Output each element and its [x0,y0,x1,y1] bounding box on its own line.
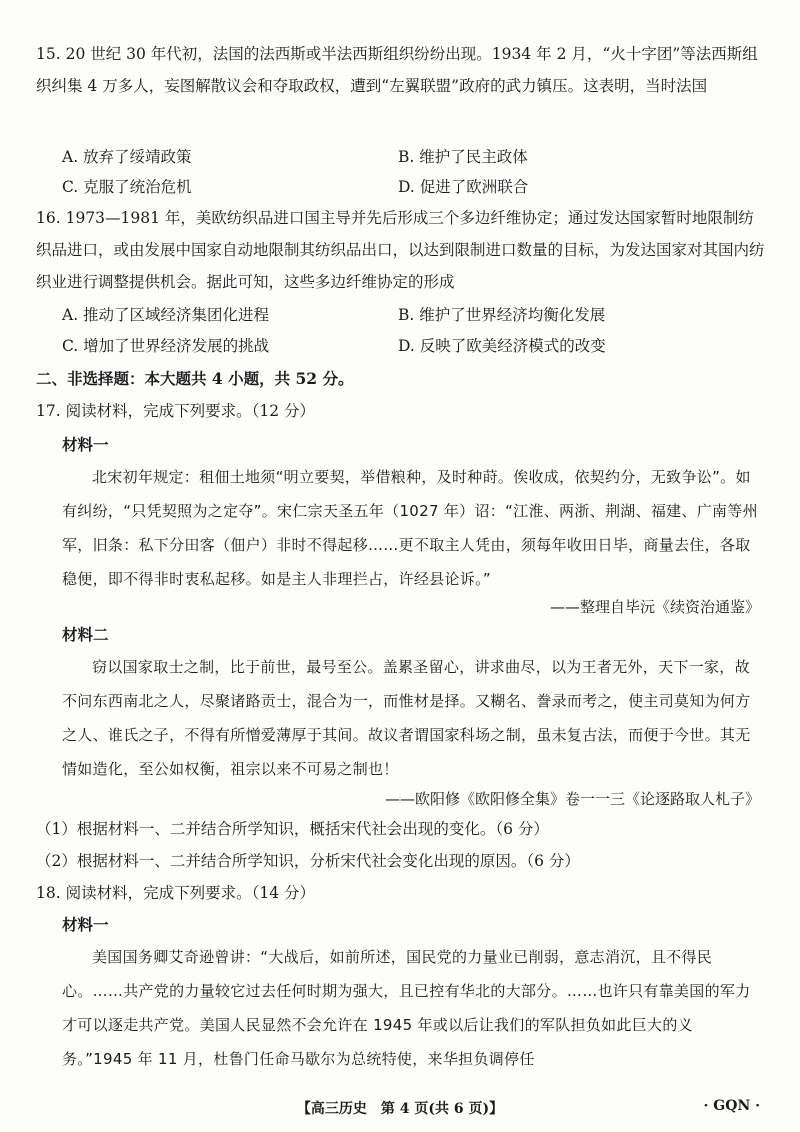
q16-option-c[interactable]: C. 增加了世界经济发展的挑战 [62,337,270,355]
section-title: 二、非选择题：本大题共 4 小题，共 52 分。 [36,369,354,388]
q15-option-a[interactable]: A. 放弃了绥靖政策 [62,148,192,166]
page-footer [0,1098,800,1124]
q18-material1-label: 材料一 [62,915,109,934]
q17-sub1: （1）根据材料一、二并结合所学知识，概括宋代社会出现的变化。（6 分） [36,820,549,838]
q15-option-c[interactable]: C. 克服了统治危机 [62,178,192,196]
q17-material1-label: 材料一 [62,435,109,454]
q17-material2-label: 材料二 [62,625,109,644]
q17-material1-text: 北宋初年规定：租佃土地须“明立要契，举借粮种，及时种莳。俟收成，依契约分，无致争讼”。如有纠纷，“只凭契照为之定夺”。宋仁宗天圣五年（1027 年）诏：“江淮、两浙、荆湖、福建、广南等州军，旧条：私下分田客（佃户）非时不得起移……更不取主人凭由，须每年收田日毕，商量去住，各取稳便，即不得非时衷私起移。如是主人非理拦占，许经县论诉。” [62,468,758,588]
q18-stem: 18. 阅读材料，完成下列要求。（14 分） [36,884,315,902]
q18-material1-text: 美国国务卿艾奇逊曾讲：“大战后，如前所述，国民党的力量业已削弱，意志消沉，且不得民心。……共产党的力量较它过去任何时期为强大，且已控有华北的大部分。……也许只有靠美国的军力才可以逐走共产党。美国人民显然不会允许在 1945 年或以后让我们的军队担负如此巨大的义务。”1945 年 11 月，杜鲁门任命马歇尔为总统特使，来华担负调停任 [62,948,751,1068]
q16-option-a[interactable]: A. 推动了区域经济集团化进程 [62,306,270,324]
footer-page-info: 【高三历史 第 4 页(共 6 页)】 [296,1101,504,1117]
q17-material1-source: ——整理自毕沅《续资治通鉴》 [549,598,760,616]
q16-stem: 16. 1973—1981 年，美欧纺织品进口国主导并先后形成三个多边纤维协定；通过发达国家暂时地限制纺织品进口，或由发展中国家自动地限制其纺织品出口，以达到限制进口数量的目标，为发达国家对其国内纺织业进行调整提供机会。据此可知，这些多边纤维协定的形成 [36,209,765,291]
footer-code: · GQN · [703,1098,760,1114]
q15-option-d[interactable]: D. 促进了欧洲联合 [398,178,529,196]
q17-stem: 17. 阅读材料，完成下列要求。（12 分） [36,402,315,420]
q16-option-d[interactable]: D. 反映了欧美经济模式的改变 [398,337,606,355]
q17-sub2: （2）根据材料一、二并结合所学知识，分析宋代社会变化出现的原因。（6 分） [36,852,580,870]
q16-option-b[interactable]: B. 维护了世界经济均衡化发展 [398,306,606,324]
q15-stem: 15. 20 世纪 30 年代初，法国的法西斯或半法西斯组织纷纷出现。1934 年 2 月，“火十字团”等法西斯组织纠集 4 万多人，妄图解散议会和夺取政权，遭到“左翼联盟”政府的武力镇压。这表明，当时法国 [36,45,758,95]
q17-material2-text: 窃以国家取士之制，比于前世，最号至公。盖累圣留心，讲求曲尽，以为王者无外，天下一家，故不问东西南北之人，尽聚诸路贡士，混合为一，而惟材是择。又糊名、誊录而考之，使主司莫知为何方之人、谁氏之子，不得有所憎爱薄厚于其间。故议者谓国家科场之制，虽未复古法，而便于今世。其无情如造化，至公如权衡，祖宗以来不可易之制也！ [62,658,751,778]
q15-option-b[interactable]: B. 维护了民主政体 [398,148,528,166]
q17-material2-source: ——欧阳修《欧阳修全集》卷一一三《论逐路取人札子》 [384,790,760,808]
